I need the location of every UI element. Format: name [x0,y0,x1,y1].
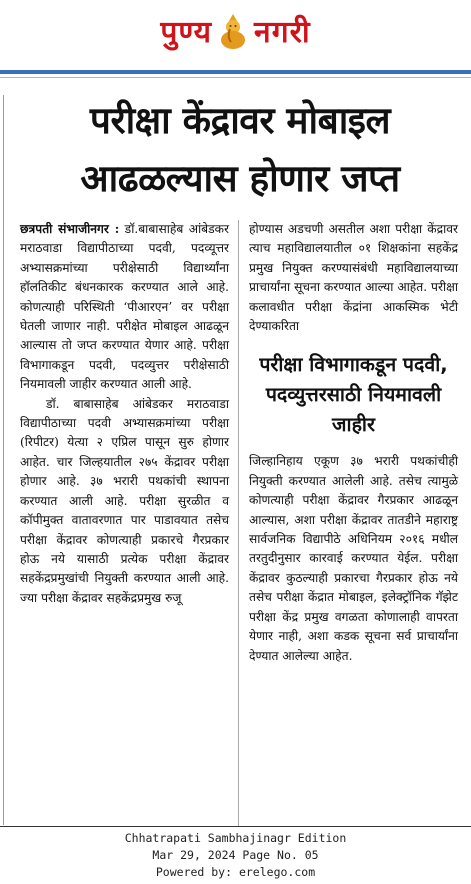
brand-right-text: नगरी [254,15,311,50]
article-column-right [249,220,458,666]
date-page-label: Mar 29, 2024 Page No. 05 [152,848,319,862]
headline-line-1: परीक्षा केंद्रावर मोबाइल [89,99,391,142]
column-divider [238,220,239,826]
article-paragraph [20,220,229,395]
masthead [0,0,471,70]
brand-logo [0,10,471,51]
article-text: डॉ.बाबासाहेब आंबेडकर मराठवाडा विद्यापीठाच्या पदवी, पदव्यूत्तर अभ्यासक्रमांच्या परीक्षेसाठी विद्यार्थ्यांना हॉलतिकीट बंधनकारक करण्यात आले आहे. कोणत्याही परिस्थिती ‘पीआरएन’ वर परीक्षा घेतली जाणार नाही. परीक्षेत मोबाइल आढळून आल्यास तो जप्त करण्यात येणार आहे. परीक्षा विभागाकडून पदवी, पदव्युत्तर परीक्षेसाठी नियमावली जाहीर करण्यात आली आहे. [20,222,230,392]
brand-left-text: पुण्य [160,15,213,50]
article-headline [20,92,460,208]
edition-label: Chhatrapati Sambhajinagr Edition [124,831,347,845]
article-paragraph: होण्यास अडचणी असतील अशा परीक्षा केंद्रावर त्याच महाविद्यालयातील ०१ शिक्षकांना सहकेंद्र प्रमुख नियुक्त करण्यासंबंधी महाविद्यालयाच्या प्राचार्यांना सूचना करण्यात आल्या आहेत. परीक्षा कलावधीत परीक्षा केंद्रांना आकस्मिक भेटी देण्याकरिता [249,222,458,334]
headline-line-2: आढळल्यास होणार जप्त [80,157,400,200]
footer [0,830,471,881]
footer-rule [0,826,471,827]
page-left-rule [3,95,4,825]
article-subhead: परीक्षा विभागाकडून पदवी, पदव्युत्तरसाठी नियमावली जाहीर [259,353,448,437]
article-column-left [20,220,229,608]
masthead-rule [0,70,471,74]
powered-by-label: Powered by: erelego.com [155,865,316,879]
article-paragraph: जिल्हानिहाय एकूण ३७ भरारी पथकांचीही नियुक्ती करण्यात आलेली आहे. तसेच त्यामुळे कोणत्याही परीक्षा केंद्रावर गैरप्रकार आढळून आल्यास, अशा परीक्षा केंद्रावर तातडीने महाराष्ट्र सार्वजनिक विद्यापीठे अधिनियम २०१६ मधील तरतुदीनुसार कारवाई करण्यात येईल. परीक्षा केंद्रावर कुठल्याही प्रकारचा गैरप्रकार होऊ नये तसेच परीक्षा केंद्रात मोबाइल, इलेक्ट्रॉनिक गॅझेट परीक्षा केंद्र प्रमुख वगळता कोणालाही वापरता येणार नाही, अशा कडक सूचना सर्व प्राचार्यांना देण्यात आलेल्या आहेत. [249,454,458,663]
dateline: छत्रपती संभाजीनगर : [20,222,120,236]
ganesha-emblem-icon [216,12,250,50]
article-paragraph: डॉ. बाबासाहेब आंबेडकर मराठवाडा विद्यापीठाच्या पदवी अभ्यासक्रमांच्या परीक्षा (रिपीटर) येत्या २ एप्रिल पासून सुरु होणार आहेत. चार जिल्हयातील २७५ केंद्रावर परीक्षा होणार आहे. ३७ भरारी पथकांची स्थापना करण्यात आली आहे. परीक्षा सुरळीत व कॉपीमुक्त वातावरणात पार पाडावयात तसेच परीक्षा केंद्रावर कोणत्याही प्रकारचे गैरप्रकार होऊ नये यासाठी प्रत्येक परीक्षा केंद्रावर सहकेंद्रप्रमुखांची नियुक्ती करण्यात आली आहे. ज्या परीक्षा केंद्रावर सहकेंद्रप्रमुख रुजू [20,396,229,605]
masthead-rule-thin [0,77,471,78]
